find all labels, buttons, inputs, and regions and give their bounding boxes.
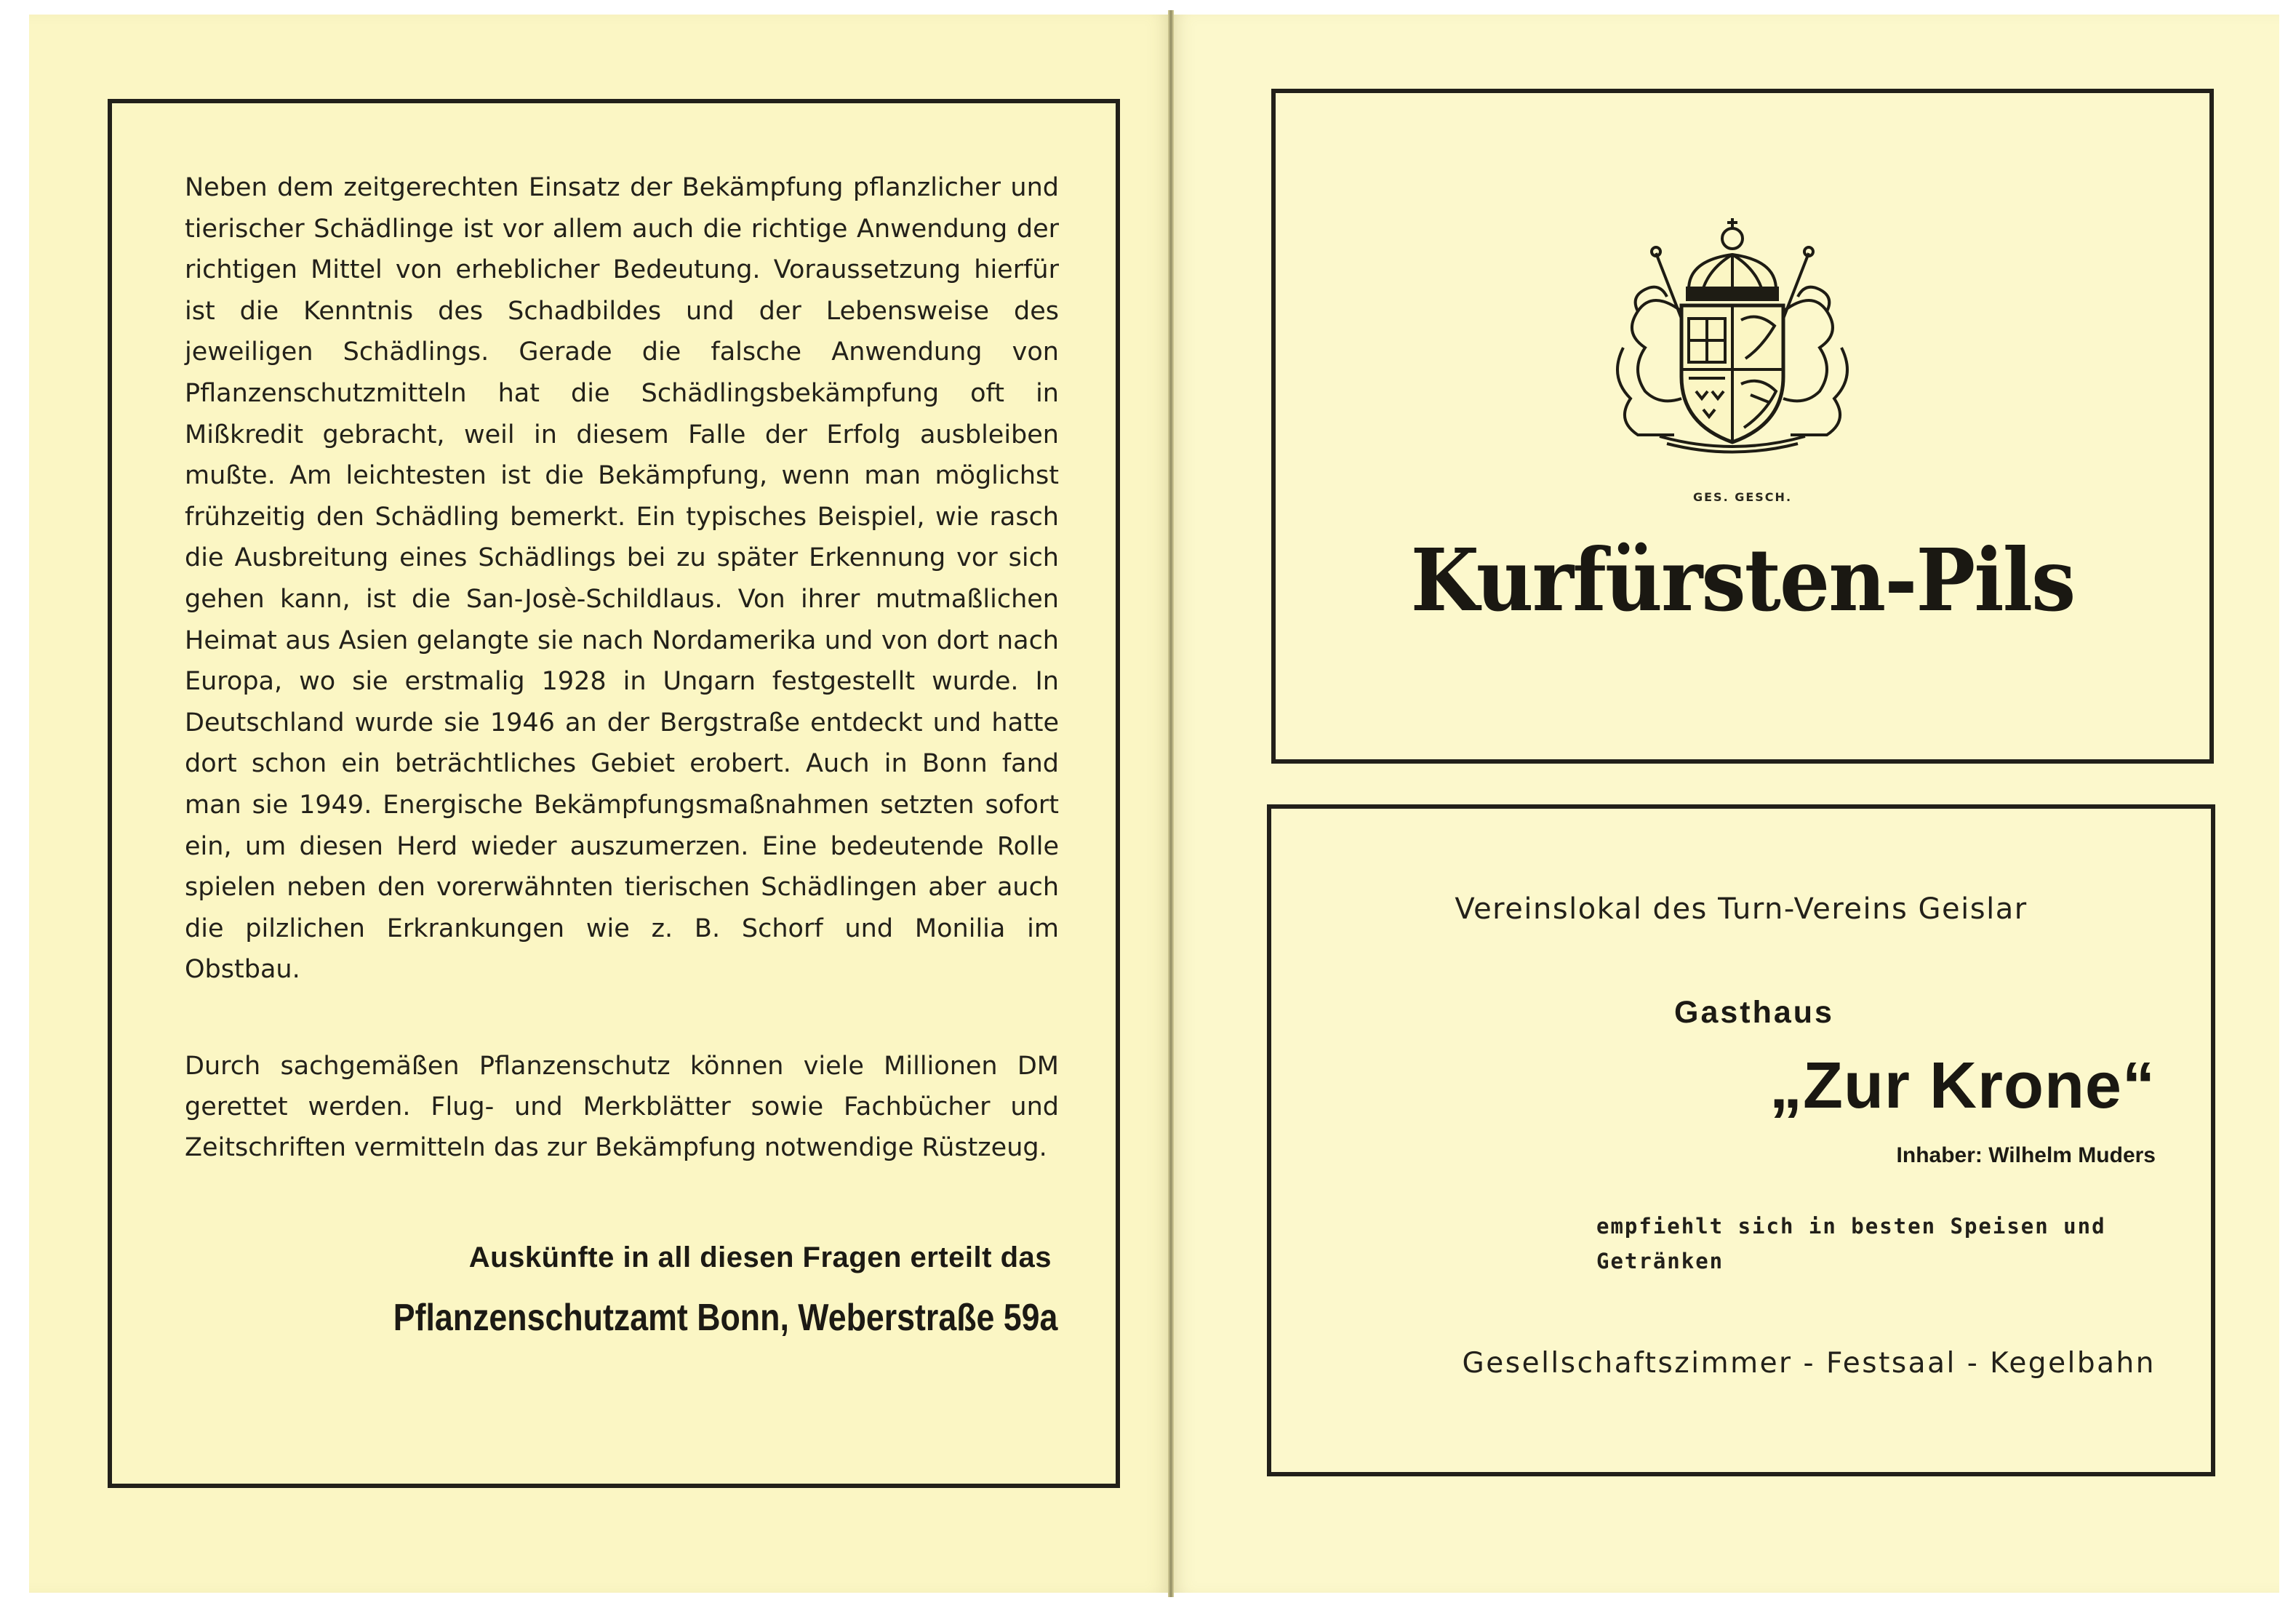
office-address: Pflanzenschutzamt Bonn, Weberstraße 59a <box>393 1297 1057 1339</box>
club-venue-line: Vereinslokal des Turn-Vereins Geislar <box>1455 892 2028 926</box>
amenities-line: Gesellschaftszimmer - Festsaal - Kegelbahn <box>1462 1347 2156 1380</box>
recommendation-text: empfiehlt sich in besten Speisen und Getränken <box>1596 1214 2106 1273</box>
beer-advertisement <box>1271 89 2214 764</box>
owner-line: Inhaber: Wilhelm Muders <box>1896 1143 2156 1167</box>
coat-of-arms-icon <box>1580 209 1885 457</box>
plant-protection-text-box <box>108 99 1120 1488</box>
trademark-note: GES. GESCH. <box>1692 490 1793 504</box>
book-spine <box>1168 10 1174 1597</box>
gasthaus-label: Gasthaus <box>1674 995 1834 1030</box>
information-notice: Auskünfte in all diesen Fragen erteilt das <box>468 1241 1052 1273</box>
beer-brand: Kurfürsten-Pils <box>1410 529 2075 631</box>
inn-advertisement <box>1267 804 2215 1476</box>
plant-protection-paragraph: Neben dem zeitgerechten Einsatz der Bekämpfung pflanzlicher und tierischer Schädlinge ist vor allem auch die richtige Anwendung der richtigen Mittel von erheblicher Bedeutung. Voraussetzung hierfür ist die Kenntnis des Schadbildes und der Lebensweise des jeweiligen Schädlings. Gerade die falsche Anwendung von Pflanzenschutzmitteln hat die Schädlingsbekämpfung oft in Mißkredit gebracht, weil in diesem Falle der Erfolg ausbleiben mußte. Am leichtesten ist die Bekämpfung, wenn man möglichst frühzeitig den Schädling bemerkt. Ein typisches Beispiel, wie rasch die Ausbreitung eines Schädlings bei zu später Erkennung vor sich gehen kann, ist die San-Josè-Schildlaus. Von ihrer mutmaßlichen Heimat aus Asien gelangte sie nach Nordamerika und von dort nach Europa, wo sie erstmalig 1928 in Ungarn festgestellt wurde. In Deutschland wurde sie 1946 an der Bergstraße entdeckt und hatte dort schon ein beträchtliches Gebiet erobert. Auch in Bonn fand man sie 1949. Energische Bekämpfungsmaßnahmen setzten sofort ein, um diesen Herd wieder auszumerzen. Eine bedeutende Rolle spielen neben den vorerwähnten tierischen Schädlingen aber auch die pilzlichen Erkrankungen wie z. B. Schorf und Monilia im Obstbau. <box>185 173 1059 985</box>
inn-name: „Zur Krone“ <box>1769 1049 2156 1122</box>
plant-protection-paragraph-2: Durch sachgemäßen Pflanzenschutz können viele Millionen DM gerettet werden. Flug- und Merkblätter sowie Fachbücher und Zeitschriften vermitteln das zur Bekämpfung notwendige Rüstzeug. <box>185 1052 1059 1162</box>
